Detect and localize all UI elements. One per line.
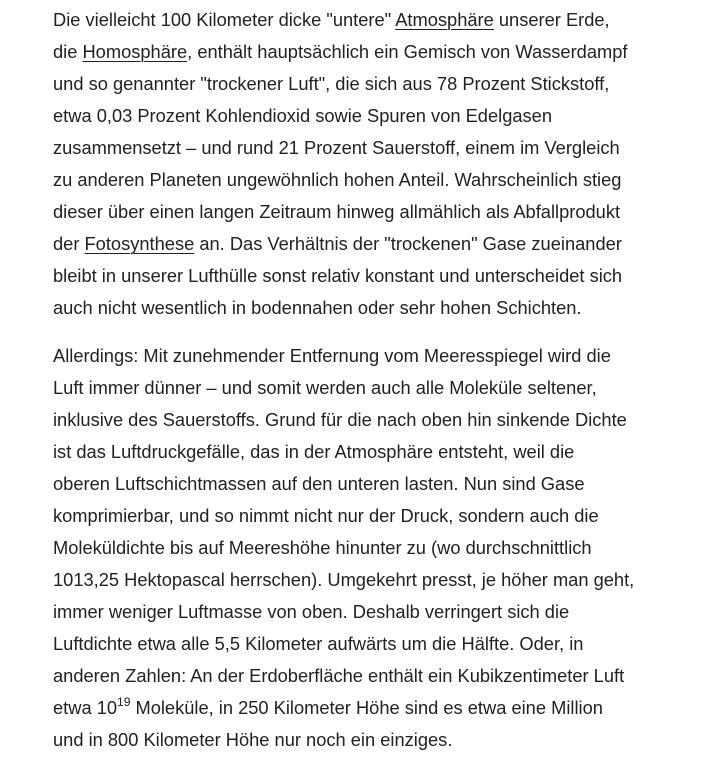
text-line: der Fotosynthese an. Das Verhältnis der "trockenen" Gase zueinander [53,233,622,254]
text-line: zu anderen Planeten ungewöhnlich hohen Anteil. Wahrscheinlich stieg [53,169,622,190]
text-line: etwa $10^{19}$ Moleküle, in 250 Kilometer Höhe sind es etwa eine Million [53,694,603,718]
text-line: und so genannter "trockener Luft", die sich aus 78 Prozent Stickstoff, [53,73,610,94]
text-line: etwa 0,03 Prozent Kohlendioxid sowie Spuren von Edelgasen [53,105,553,126]
text-line: dieser über einen langen Zeitraum hinweg allmählich als Abfallprodukt [53,201,621,222]
text-line: Moleküldichte bis auf Meereshöhe hinunter zu (wo durchschnittlich [53,537,592,558]
text-line: oberen Luftschichtmassen auf den unteren lasten. Nun sind Gase [53,473,585,494]
link-homosphaere[interactable]: Homosphäre [82,41,188,62]
text-line: 1013,25 Hektopascal herrschen). Umgekehrt presst, je höher man geht, [53,569,635,590]
text-line: anderen Zahlen: An der Erdoberfläche enthält ein Kubikzentimeter Luft [53,665,625,686]
text-line: Luftdichte etwa alle 5,5 Kilometer aufwärts um die Hälfte. Oder, in [53,633,584,654]
text-line: Luft immer dünner – und somit werden auch alle Moleküle seltener, [53,377,597,398]
article-body [53,4,717,756]
text-line: zusammensetzt – und rund 21 Prozent Sauerstoff, einem im Vergleich [53,137,620,158]
link-atmosphaere[interactable]: Atmosphäre [395,9,494,30]
text-line: auch nicht wesentlich in bodennahen oder sehr hohen Schichten. [53,297,582,318]
text-line: komprimierbar, und so nimmt nicht nur der Druck, sondern auch die [53,505,599,526]
paragraph-homosphere [53,4,717,324]
link-fotosynthese[interactable]: Fotosynthese [84,233,195,254]
text-line: bleibt in unserer Lufthülle sonst relativ konstant und unterscheidet sich [53,265,623,286]
text-line: inklusive des Sauerstoffs. Grund für die nach oben hin sinkende Dichte [53,409,627,430]
paragraph-air-density [53,340,717,756]
exponent: 19 [117,694,131,709]
text-line: Allerdings: Mit zunehmender Entfernung vom Meeresspiegel wird die [53,345,611,366]
text-line: immer weniger Luftmasse von oben. Deshalb verringert sich die [53,601,570,622]
text-line: die Homosphäre, enthält hauptsächlich ein Gemisch von Wasserdampf [53,41,628,62]
text-line: ist das Luftdruckgefälle, das in der Atmosphäre entsteht, weil die [53,441,575,462]
text-line: und in 800 Kilometer Höhe nur noch ein einziges. [53,729,453,750]
text-line: Die vielleicht 100 Kilometer dicke "untere" Atmosphäre unserer Erde, [53,9,610,30]
